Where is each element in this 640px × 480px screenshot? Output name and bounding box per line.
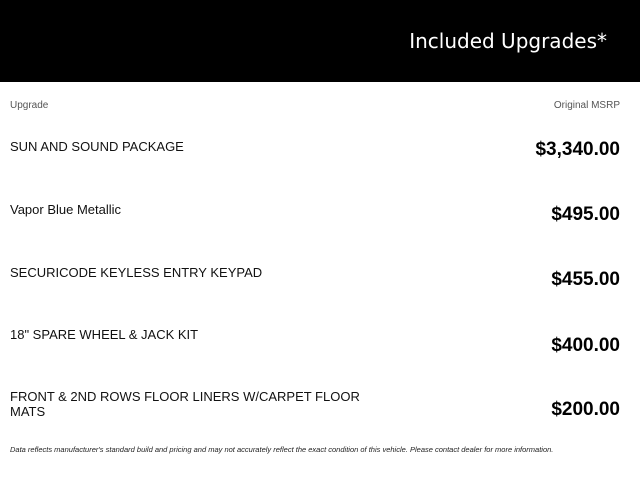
upgrade-price: $495.00 bbox=[551, 204, 620, 225]
disclaimer-text: Data reflects manufacturer's standard build and pricing and may not accurately reflect the exact condition of this vehicle. Please contact dealer for more information. bbox=[10, 445, 554, 454]
header-banner bbox=[0, 0, 640, 82]
page-title: Included Upgrades* bbox=[409, 29, 607, 53]
upgrade-price: $455.00 bbox=[551, 269, 620, 290]
upgrade-name: SUN AND SOUND PACKAGE bbox=[10, 139, 184, 154]
upgrade-price: $400.00 bbox=[551, 335, 620, 356]
upgrade-name: FRONT & 2ND ROWS FLOOR LINERS W/CARPET FLOOR MATS bbox=[10, 389, 360, 419]
upgrade-price: $3,340.00 bbox=[535, 139, 620, 160]
upgrade-name: SECURICODE KEYLESS ENTRY KEYPAD bbox=[10, 265, 263, 280]
upgrade-price: $200.00 bbox=[551, 399, 620, 420]
upgrade-name: 18" SPARE WHEEL & JACK KIT bbox=[10, 327, 199, 342]
column-header-msrp: Original MSRP bbox=[553, 100, 620, 111]
column-header-upgrade: Upgrade bbox=[10, 100, 49, 111]
upgrade-name: Vapor Blue Metallic bbox=[10, 202, 122, 217]
